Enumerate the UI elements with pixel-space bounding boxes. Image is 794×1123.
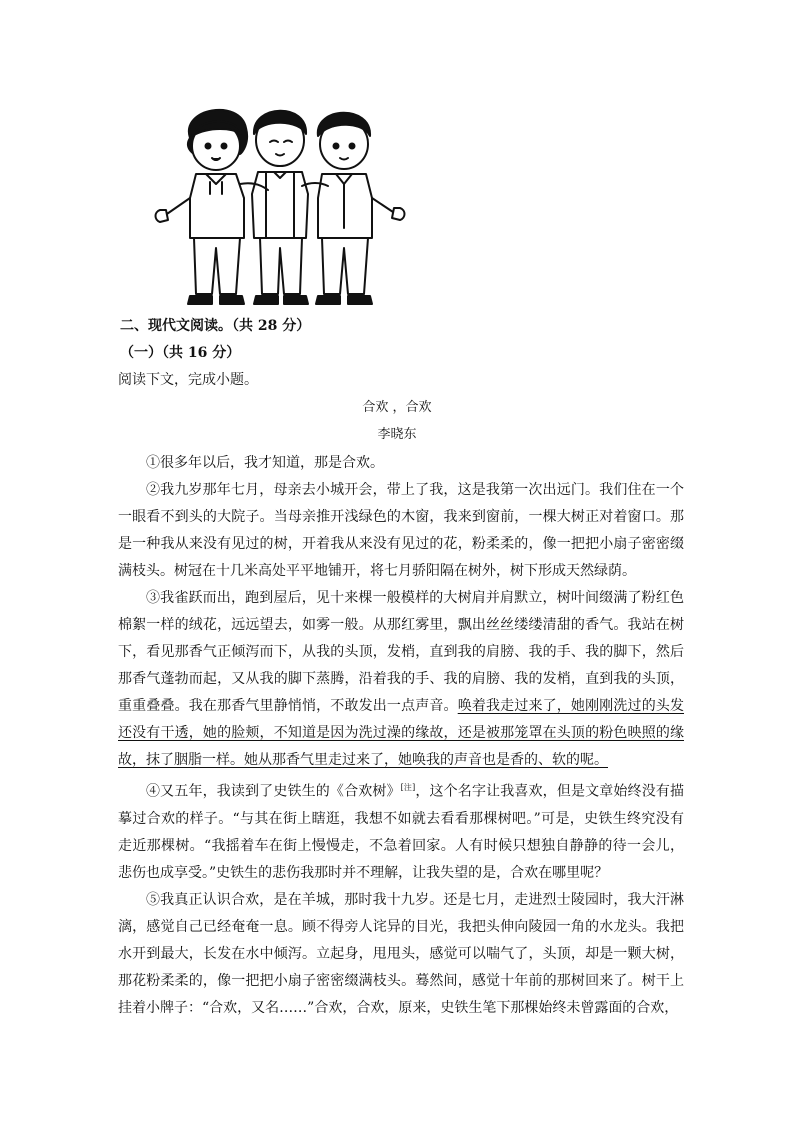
paragraph-2: ②我九岁那年七月，母亲去小城开会，带上了我，这是我第一次出远门。我们住在一个一眼看不到头的大院子。当母亲推开浅绿色的木窗，我来到窗前，一棵大树正对着窗口。那是一种我从来没有见过的树，开着我从来没有见过的花，粉柔柔的，像一把把小扇子密密缀满枝头。树冠在十几米高处平平地铺开，将七月骄阳隔在树外，树下形成天然绿荫。 [118,482,684,579]
paragraph-3 [118,585,684,774]
paragraph-1: ①很多年以后，我才知道，那是合欢。 [146,455,384,471]
left-boy-figure [156,110,248,304]
paragraph-4-text-a: ④又五年，我读到了史铁生的《合欢树》 [146,783,401,800]
three-boys-illustration [150,98,410,308]
paragraph-4-text-b: ，这个名字让我喜欢，但是文章始终没有描摹过合欢的样子。“与其在街上瞎逛，我想不如就去看看那棵树吧。”可是，史铁生终究没有走近那棵树。“我摇着车在街上慢慢走，不急着回家。人有时候只想独自静静的待一会儿，悲伤也成享受。”史铁生的悲伤我那时并不理解，让我失望的是，合欢在哪里呢？ [118,783,685,881]
paragraph-4 [118,774,684,887]
footnote-marker: [注] [400,783,416,792]
article-author: 李晓东 [377,427,417,442]
paragraph-3-underlined: 唤着我走过来了，她刚刚洗过的头发还没有干透，她的脸颊，不知道是因为洗过澡的缘故，还是被那笼罩在头顶的粉色映照的缘故，抹了胭脂一样。她从那香气里走过来了，她唤我的声音也是香的、软的呢。 [118,698,685,768]
right-boy-figure [316,113,405,304]
article-body [118,450,684,1022]
section-heading: 二、现代文阅读。（共 28 分） [120,318,311,334]
paragraph-5: ⑤我真正认识合欢，是在羊城，那时我十九岁。还是七月，走进烈士陵园时，我大汗淋漓，感觉自己已经奄奄一息。顾不得旁人诧异的目光，我把头伸向陵园一角的水龙头。我把水开到最大，长发在水中倾泻。立起身，甩甩头，感觉可以喘气了，头顶，却是一颗大树，那花粉柔柔的，像一把把小扇子密密缀满枝头。蓦然间，感觉十年前的那树回来了。树干上挂着小牌子：“合欢，又名……”合欢，合欢，原来，史铁生笔下那棵始终未曾露面的合欢， [118,891,684,1016]
middle-boy-figure [252,111,308,304]
instruction-text: 阅读下文，完成小题。 [118,372,258,388]
article-title: 合欢 ，合欢 [362,400,432,415]
paragraph-3-text: ③我雀跃而出，跑到屋后，见十来棵一般模样的大树肩并肩默立，树叶间缀满了粉红色棉絮一样的绒花，远远望去，如雾一般。从那红雾里，飘出丝丝缕缕清甜的香气。我站在树下，看见那香气正倾泻而下，从我的头顶，发梢，直到我的肩膀、我的手、我的脚下，然后那香气蓬勃而起，又从我的脚下蒸腾，沿着我的手、我的肩膀、我的发梢，直到我的头顶，重重叠叠。我在那香气里静悄悄，不敢发出一点声音。 [118,590,684,714]
sub-heading: （一）（共 16 分） [120,345,241,361]
